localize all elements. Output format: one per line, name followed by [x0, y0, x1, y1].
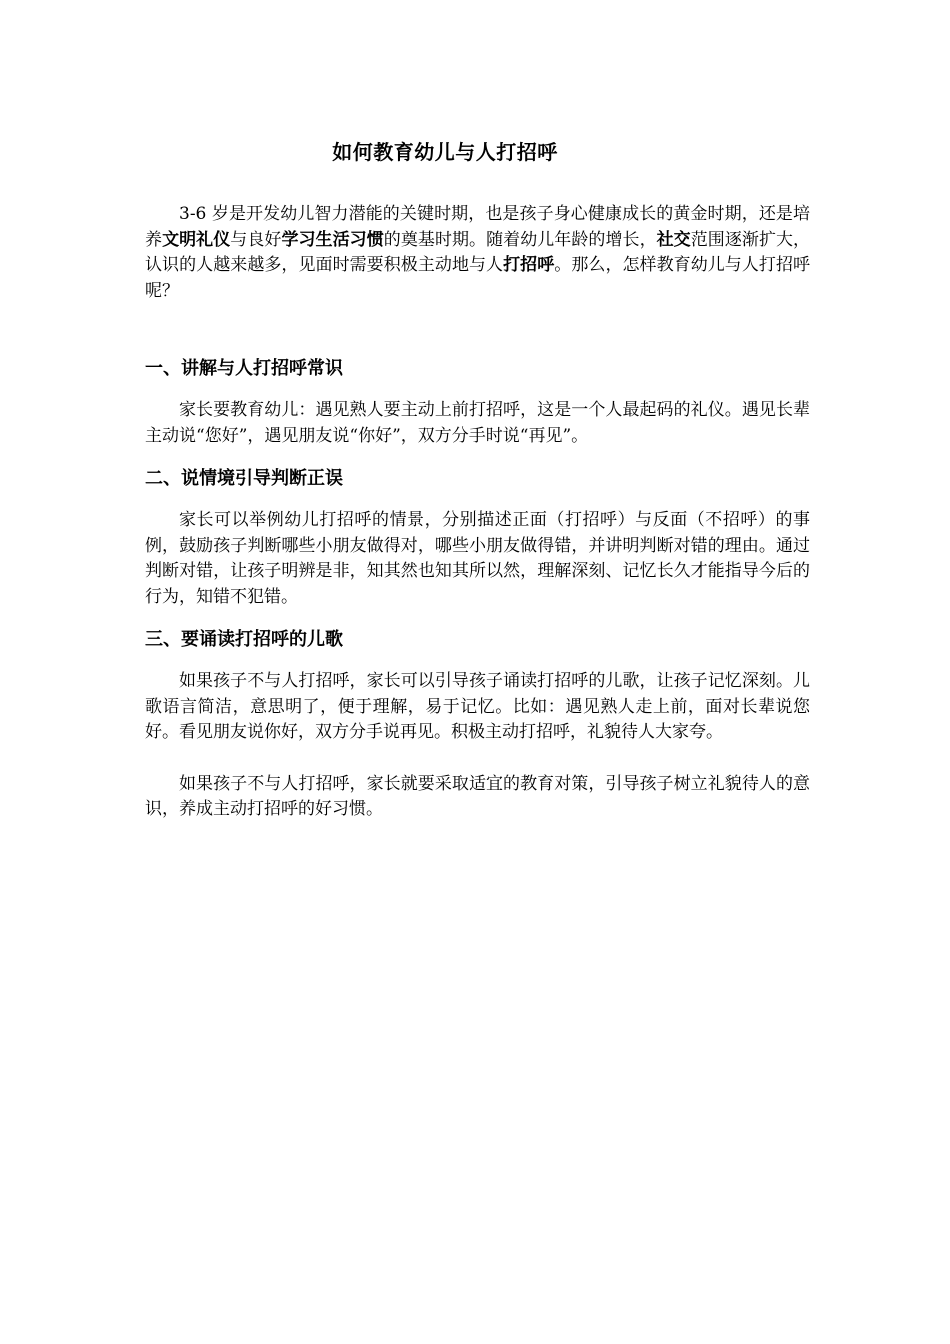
document-body — [145, 202, 810, 823]
intro-text-4: 范围逐渐扩大，认识的人越来越多，见面时需要积极主动地与人 — [145, 229, 811, 275]
section-heading-3: 三、要诵读打招呼的儿歌 — [145, 629, 343, 650]
intro-text-3: 的奠基时期。随着幼儿年龄的增长， — [383, 229, 657, 250]
intro-paragraph — [145, 202, 810, 304]
section-heading-2: 二、说情境引导判断正误 — [145, 468, 343, 489]
intro-text-2: 与良好 — [230, 229, 282, 250]
section-3-paragraph-2: 如果孩子不与人打招呼，家长就要采取适宜的教育对策，引导孩子树立礼貌待人的意识，养成主动打招呼的好习惯。 — [145, 773, 810, 819]
intro-bold-1: 文明礼仪 — [162, 229, 231, 250]
page-title: 如何教育幼儿与人打招呼 — [332, 140, 558, 164]
intro-bold-3: 社交 — [656, 229, 691, 250]
section-heading-1: 一、讲解与人打招呼常识 — [145, 358, 343, 379]
intro-text-1: 3-6 岁是开发幼儿智力潜能的关键时期，也是孩子身心健康成长的黄金时期，还是培养 — [145, 204, 810, 250]
intro-bold-4: 打招呼 — [503, 255, 555, 275]
intro-text-5: 。那么，怎样教育幼儿与人打招呼呢？ — [145, 255, 811, 301]
section-3-paragraph-1: 如果孩子不与人打招呼，家长可以引导孩子诵读打招呼的儿歌，让孩子记忆深刻。儿歌语言简洁，意思明了，便于理解，易于记忆。比如：遇见熟人走上前，面对长辈说您好。看见朋友说你好，双方分手说再见。积极主动打招呼，礼貌待人大家夸。 — [145, 671, 810, 742]
section-2-paragraph: 家长可以举例幼儿打招呼的情景，分别描述正面（打招呼）与反面（不招呼）的事例，鼓励孩子判断哪些小朋友做得对，哪些小朋友做得错，并讲明判断对错的理由。通过判断对错，让孩子明辨是非，知其然也知其所以然，理解深刻、记忆长久才能指导今后的行为，知错不犯错。 — [145, 510, 810, 607]
section-1-paragraph: 家长要教育幼儿：遇见熟人要主动上前打招呼，这是一个人最起码的礼仪。遇见长辈主动说“您好”，遇见朋友说“你好”，双方分手时说“再见”。 — [145, 400, 810, 446]
intro-bold-2: 学习生活习惯 — [281, 229, 384, 250]
